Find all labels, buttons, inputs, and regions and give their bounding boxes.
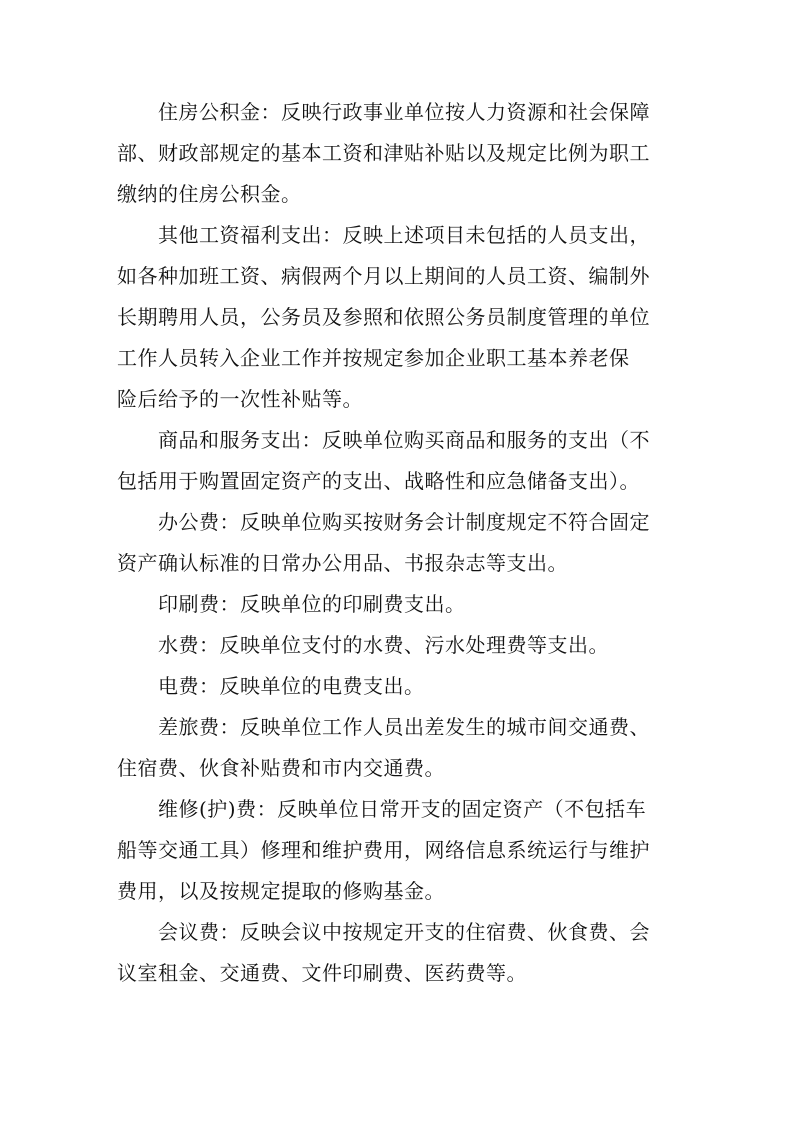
paragraph-line: 工作人员转入企业工作并按规定参加企业职工基本养老保 <box>117 346 630 370</box>
paragraph-line: 差旅费：反映单位工作人员出差发生的城市间交通费、 <box>158 715 650 739</box>
paragraph-line: 如各种加班工资、病假两个月以上期间的人员工资、编制外 <box>117 264 650 288</box>
paragraph-other-wages <box>117 215 677 420</box>
paragraph-line: 住宿费、伙食补贴费和市内交通费。 <box>117 756 445 780</box>
paragraph-line: 其他工资福利支出：反映上述项目未包括的人员支出， <box>158 223 650 247</box>
paragraph-meeting-expense <box>117 912 677 994</box>
paragraph-line: 维修(护)费：反映单位日常开支的固定资产（不包括车 <box>158 797 647 821</box>
paragraph-line: 长期聘用人员，公务员及参照和依照公务员制度管理的单位 <box>117 305 650 329</box>
paragraph-line: 资产确认标准的日常办公用品、书报杂志等支出。 <box>117 551 568 575</box>
paragraph-maintenance-expense <box>117 789 677 912</box>
paragraph-water-expense <box>117 625 677 666</box>
paragraph-printing-expense <box>117 584 677 625</box>
paragraph-line: 船等交通工具）修理和维护费用，网络信息系统运行与维护 <box>117 838 650 862</box>
paragraph-housing-fund <box>117 92 677 215</box>
paragraph-line: 商品和服务支出：反映单位购买商品和服务的支出（不 <box>158 428 650 452</box>
paragraph-line: 费用，以及按规定提取的修购基金。 <box>117 879 445 903</box>
paragraph-line: 议室租金、交通费、文件印刷费、医药费等。 <box>117 961 527 985</box>
paragraph-line: 会议费：反映会议中按规定开支的住宿费、伙食费、会 <box>158 920 650 944</box>
document-body <box>117 92 677 994</box>
paragraph-line: 电费：反映单位的电费支出。 <box>158 674 425 698</box>
paragraph-office-expense <box>117 502 677 584</box>
paragraph-line: 部、财政部规定的基本工资和津贴补贴以及规定比例为职工 <box>117 141 650 165</box>
paragraph-travel-expense <box>117 707 677 789</box>
paragraph-line: 包括用于购置固定资产的支出、战略性和应急储备支出）。 <box>117 469 640 493</box>
paragraph-line: 缴纳的住房公积金。 <box>117 182 302 206</box>
paragraph-electricity-expense <box>117 666 677 707</box>
paragraph-line: 印刷费：反映单位的印刷费支出。 <box>158 592 466 616</box>
paragraph-goods-services <box>117 420 677 502</box>
paragraph-line: 水费：反映单位支付的水费、污水处理费等支出。 <box>158 633 609 657</box>
paragraph-line: 险后给予的一次性补贴等。 <box>117 387 363 411</box>
paragraph-line: 办公费：反映单位购买按财务会计制度规定不符合固定 <box>158 510 650 534</box>
paragraph-line: 住房公积金：反映行政事业单位按人力资源和社会保障 <box>158 100 650 124</box>
